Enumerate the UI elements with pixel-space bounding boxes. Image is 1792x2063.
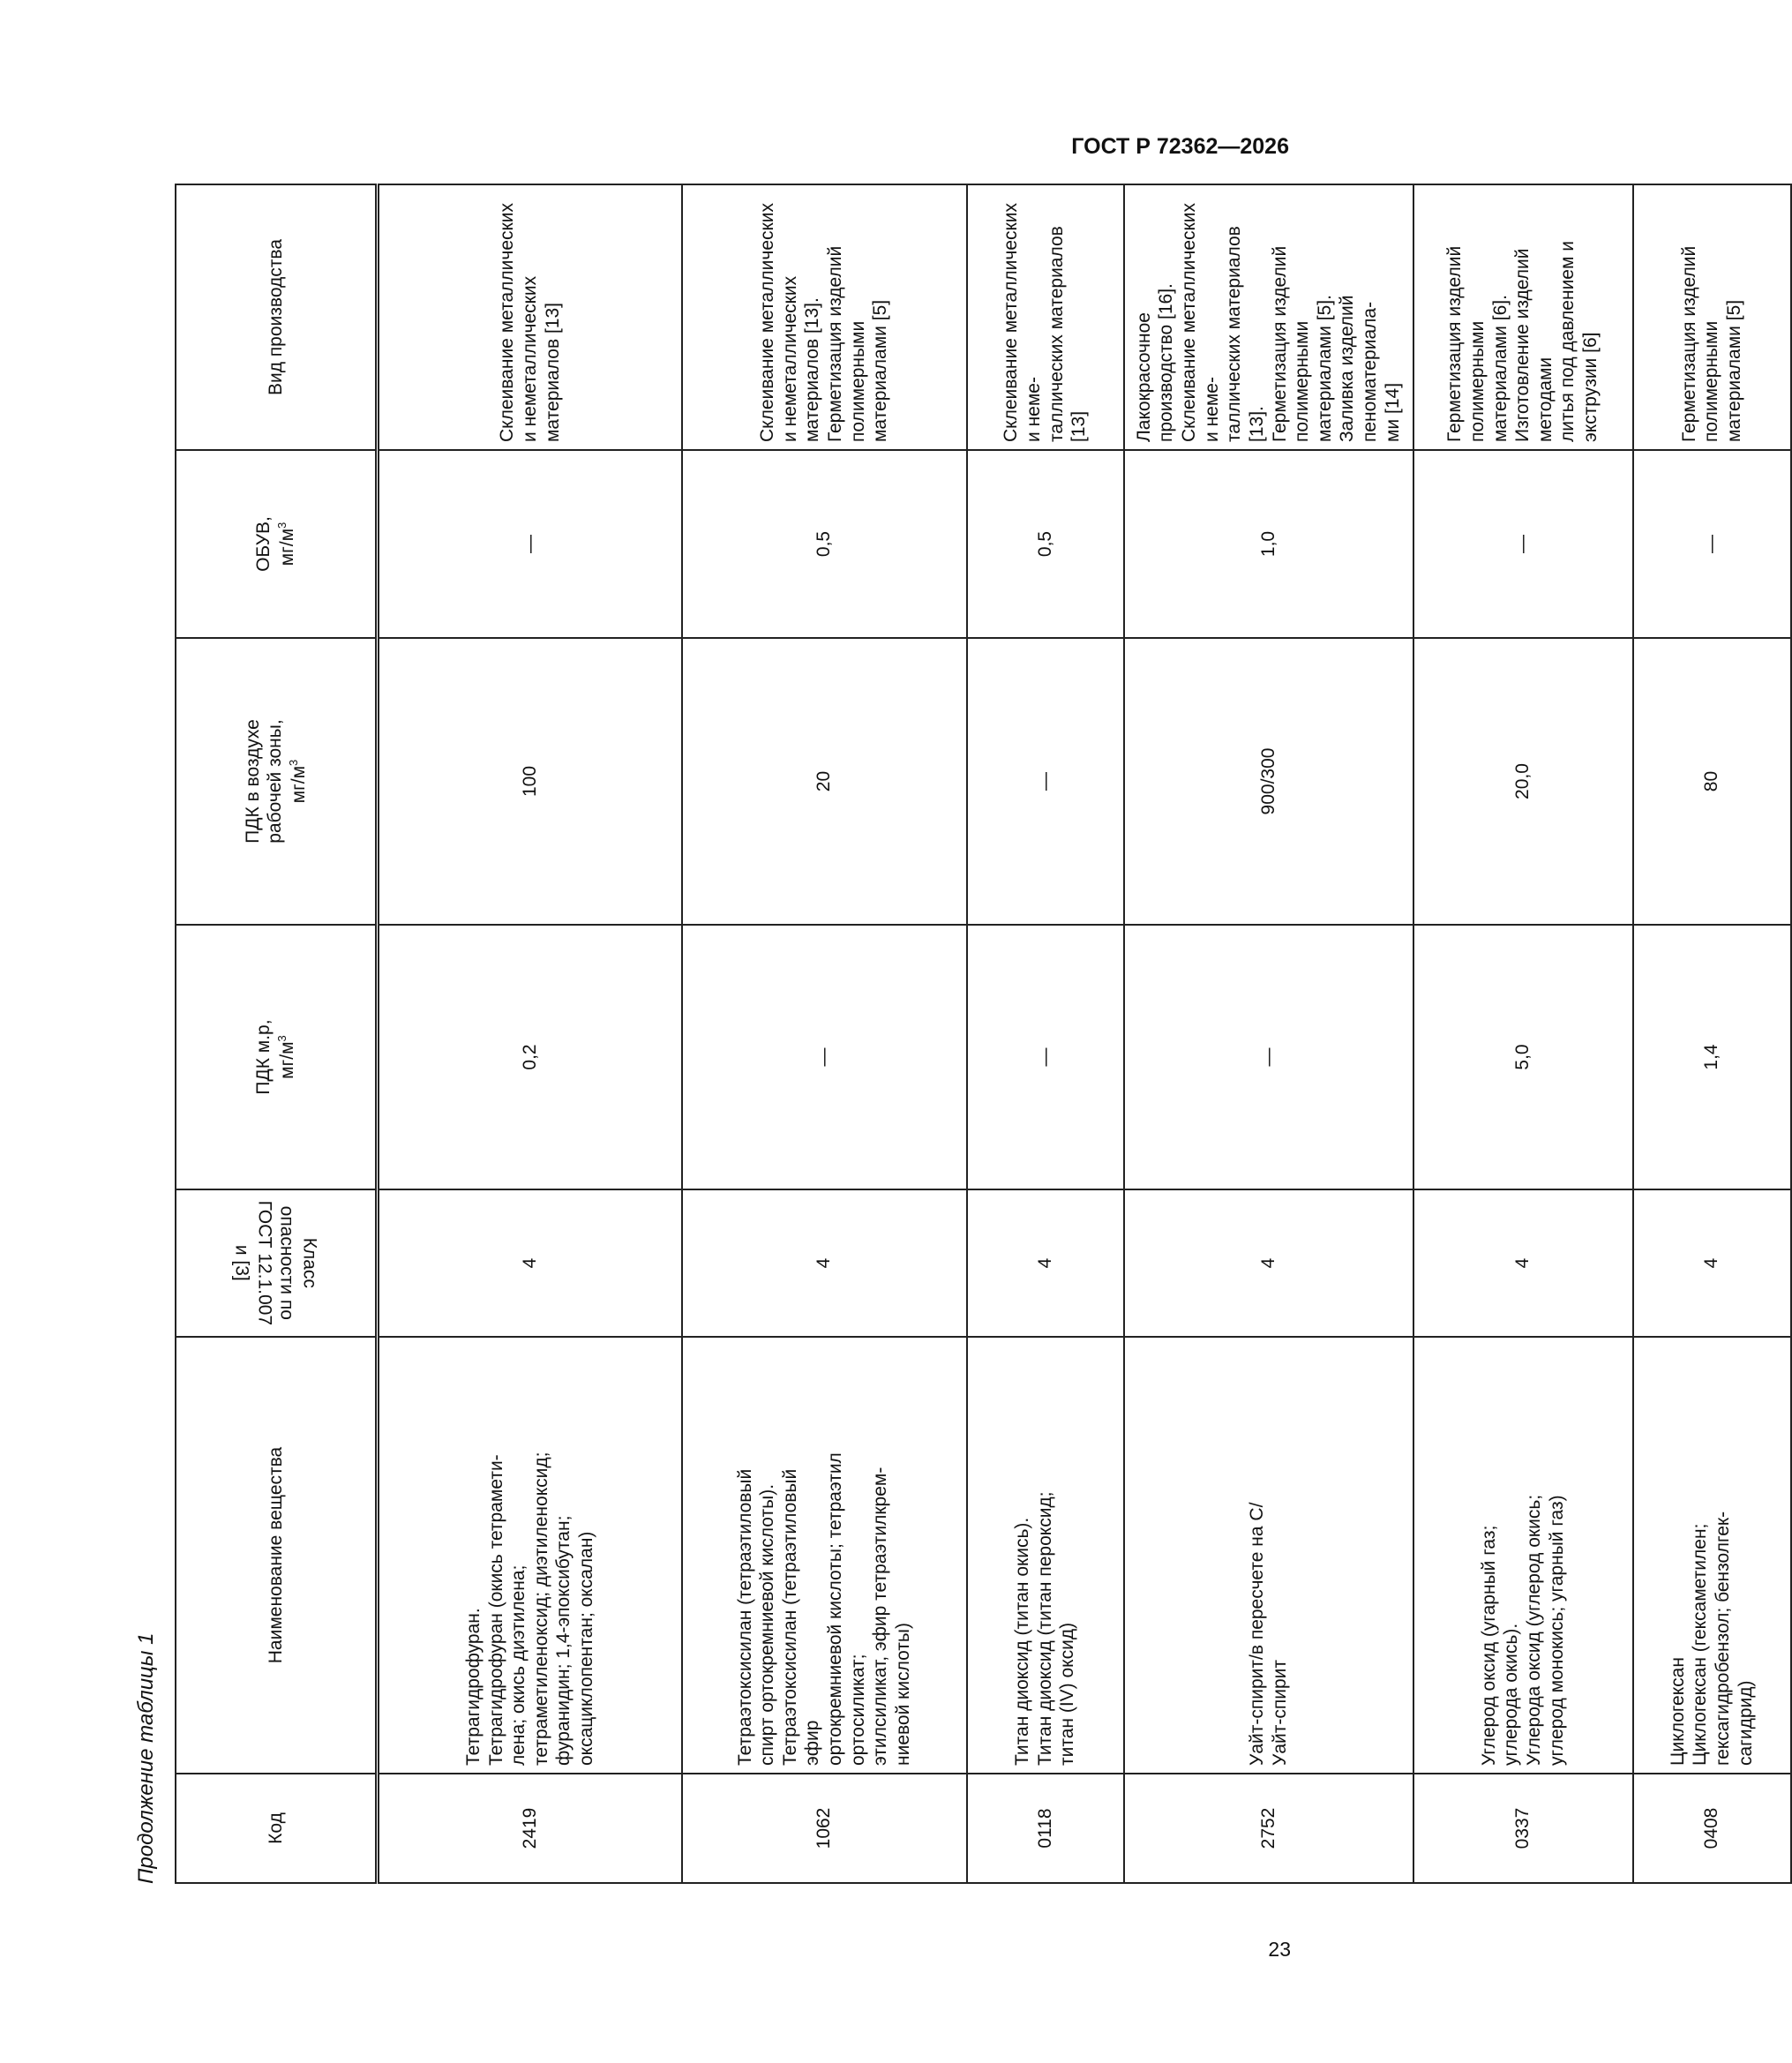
header-production: Вид производства (176, 184, 378, 450)
header-pdk-work-zone: ПДК в воздухе рабочей зоны, $мг/м^3$ (176, 638, 378, 925)
substance-name-line: Тетрагидрофуран. (462, 1608, 484, 1766)
cell-production (1413, 184, 1633, 450)
cell-code: 0408 (1633, 1774, 1791, 1883)
cell-obuv: — (378, 450, 682, 638)
cell-obuv: 1,0 (1124, 450, 1413, 638)
document-code: ГОСТ Р 72362—2026 (1071, 134, 1289, 159)
table-row (378, 184, 682, 1883)
substance-name-line: Уайт-спирит (1269, 1660, 1290, 1766)
substance-name-line: эфир (802, 1720, 823, 1766)
substance-name-line: оксациклопентан; оксалан) (575, 1531, 596, 1766)
table-body (378, 184, 1791, 1883)
production-line: Герметизация изделий полимерными (1444, 245, 1488, 442)
header-pdk-mr: ПДК м.р, $мг/м^3$ (176, 925, 378, 1189)
substance-name-line: сагидрид) (1735, 1680, 1756, 1766)
cell-pdk-work-zone: 100 (378, 638, 682, 925)
substance-name-line: Тетраэтоксисилан (тетраэтиловый (734, 1468, 755, 1766)
cell-pdk-mr: — (967, 925, 1124, 1189)
cell-hazard-class: 4 (967, 1189, 1124, 1337)
page-number: 23 (1268, 1938, 1291, 1961)
substance-name-line: спирт ортокремниевой кислоты). (757, 1483, 778, 1766)
header-obuv: ОБУВ, $мг/м^3$ (176, 450, 378, 638)
substance-name-line: гексагидробензол; бензолгек- (1713, 1511, 1733, 1766)
production-line: и неметаллических материалов [13]. (779, 275, 823, 442)
header-name: Наименование вещества (176, 1337, 378, 1774)
production-line: и неметаллических материалов [13] (519, 275, 563, 442)
production-line: таллических материалов [13]. (1224, 226, 1267, 442)
cell-obuv: 0,5 (682, 450, 967, 638)
substance-name-line: Циклогексан (1667, 1657, 1688, 1766)
substance-name-line: фуранидин; 1,4-эпоксибутан; (553, 1515, 574, 1766)
cell-hazard-class: 4 (682, 1189, 967, 1337)
cell-code: 0337 (1413, 1774, 1633, 1883)
table-caption: Продолжение таблицы 1 (134, 1632, 158, 1884)
production-line: материалами [6]. (1489, 295, 1511, 442)
table-row (1413, 184, 1633, 1883)
cell-pdk-mr: — (1124, 925, 1413, 1189)
production-line: таллических материалов [13] (1046, 226, 1090, 442)
cell-hazard-class: 4 (1124, 1189, 1413, 1337)
cell-production (1124, 184, 1413, 450)
cell-substance-name (1124, 1337, 1413, 1774)
substance-name-line: титан (IV) оксид) (1057, 1622, 1078, 1766)
header-code: Код (176, 1774, 378, 1883)
cell-substance-name (1413, 1337, 1633, 1774)
production-line: Герметизация изделий полимерными (825, 245, 868, 442)
cell-substance-name (1633, 1337, 1791, 1774)
table-row (682, 184, 967, 1883)
cell-obuv: — (1633, 450, 1791, 638)
cell-pdk-work-zone: 20 (682, 638, 967, 925)
production-line: Склеивание металлических и неме- (1001, 203, 1044, 442)
production-line: Заливка изделий пеноматериала- (1337, 295, 1380, 442)
substance-name-line: тетраметиленоксид; диэтиленоксид; (530, 1452, 551, 1766)
cell-production (378, 184, 682, 450)
hazard-header-text: Класс опасности по ГОСТ 12.1.007 и [3] (231, 1200, 320, 1326)
substance-name-line: Углерод оксид (угарный газ; (1478, 1525, 1499, 1766)
production-line: Склеивание металлических и неме- (1179, 203, 1222, 442)
cell-production (1633, 184, 1791, 450)
cell-code: 2419 (378, 1774, 682, 1883)
substance-name-line: ниевой кислоты) (892, 1622, 913, 1766)
production-line: материалами [5]. (1314, 295, 1335, 442)
substance-name-line: этилсиликат, эфир тетраэтилкрем- (870, 1467, 891, 1766)
production-line: Изготовление изделий методами (1512, 248, 1556, 442)
cell-pdk-work-zone: 80 (1633, 638, 1791, 925)
cell-substance-name (967, 1337, 1124, 1774)
cell-code: 2752 (1124, 1774, 1413, 1883)
cell-pdk-work-zone: — (967, 638, 1124, 925)
rotated-page-content (134, 185, 1756, 1884)
substance-name-line: Углерода оксид (углерод окись; (1524, 1494, 1544, 1766)
production-line: материалами [5] (1723, 299, 1744, 442)
production-line: Склеивание металлических (497, 203, 518, 442)
cell-production (967, 184, 1124, 450)
cell-hazard-class: 4 (1633, 1189, 1791, 1337)
table-row (967, 184, 1124, 1883)
substances-table (175, 184, 1792, 1884)
substance-name-line: Тетрагидрофуран (окись тетрамети- (485, 1454, 506, 1766)
table-row (1633, 184, 1791, 1883)
production-line: материалами [5] (870, 299, 891, 442)
cell-pdk-mr: 5,0 (1413, 925, 1633, 1189)
cell-hazard-class: 4 (378, 1189, 682, 1337)
cell-code: 1062 (682, 1774, 967, 1883)
cell-pdk-work-zone: 900/300 (1124, 638, 1413, 925)
substance-name-line: Титан диоксид (титан пероксид; (1034, 1491, 1055, 1766)
substance-name-line: ортосиликат; (847, 1654, 868, 1766)
substance-name-line: Тетраэтоксисилан (тетраэтиловый (779, 1468, 800, 1766)
header-hazard-class (176, 1189, 378, 1337)
production-line: Склеивание металлических (757, 203, 778, 442)
production-line: ми [14] (1382, 382, 1403, 442)
cell-pdk-mr: 0,2 (378, 925, 682, 1189)
cell-hazard-class: 4 (1413, 1189, 1633, 1337)
substance-name-line: углерод монокись; угарный газ) (1546, 1495, 1567, 1766)
table-row (1124, 184, 1413, 1883)
cell-substance-name (682, 1337, 967, 1774)
cell-pdk-mr: 1,4 (1633, 925, 1791, 1189)
substance-name-line: лена; окись диэтилена; (508, 1564, 529, 1766)
substance-name-line: ортокремниевой кислоты; тетраэтил (825, 1452, 845, 1766)
table-header-row (176, 184, 378, 1883)
cell-substance-name (378, 1337, 682, 1774)
production-line: литья под давлением и экструзии [6] (1557, 241, 1601, 442)
cell-production (682, 184, 967, 450)
cell-code: 0118 (967, 1774, 1124, 1883)
cell-obuv: — (1413, 450, 1633, 638)
production-line: Лакокрасочное производство [16]. (1133, 283, 1177, 442)
production-line: Герметизация изделий полимерными (1269, 245, 1313, 442)
substance-name-line: Титан диоксид (титан окись). (1012, 1517, 1033, 1766)
substance-name-line: Уайт-спирит/в пересчете на С/ (1246, 1502, 1267, 1766)
cell-pdk-mr: — (682, 925, 967, 1189)
substance-name-line: Циклогексан (гексаметилен; (1690, 1523, 1711, 1766)
production-line: Герметизация изделий полимерными (1678, 245, 1722, 442)
cell-pdk-work-zone: 20,0 (1413, 638, 1633, 925)
cell-obuv: 0,5 (967, 450, 1124, 638)
substance-name-line: углерода окись). (1501, 1623, 1522, 1766)
